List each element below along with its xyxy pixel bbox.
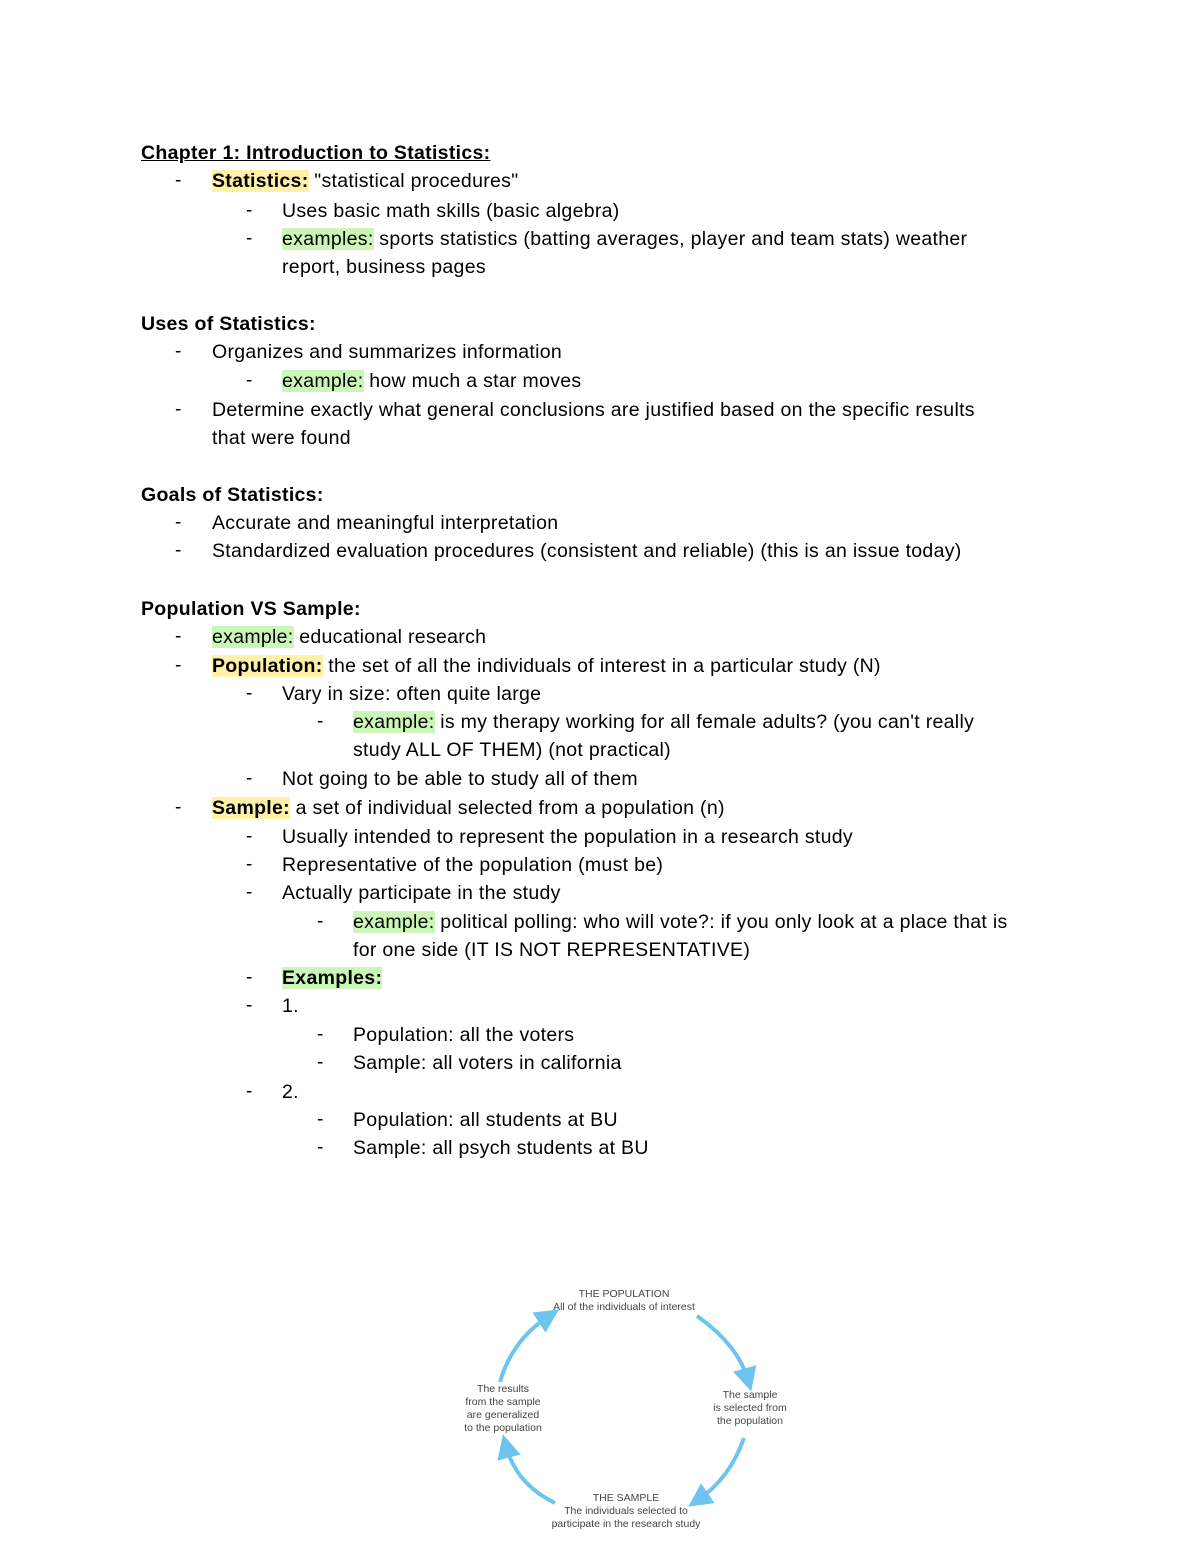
highlighted-term: Population: xyxy=(212,655,323,677)
label-line: is selected from xyxy=(713,1402,787,1414)
highlighted-term: example: xyxy=(212,626,294,648)
text-run: 2. xyxy=(282,1081,299,1103)
sample-desc: participate in the research study xyxy=(551,1518,701,1530)
text-run: Representative of the population (must be) xyxy=(282,854,664,876)
label-line: are generalized xyxy=(466,1409,540,1421)
text-run: Chapter 1: Introduction to Statistics: xyxy=(141,142,491,164)
text-run: Goals of Statistics: xyxy=(141,484,324,506)
list-item xyxy=(212,625,486,649)
arrow-to-population xyxy=(500,1316,549,1382)
highlighted-term: example: xyxy=(353,911,435,933)
text-run: Sample: all psych students at BU xyxy=(353,1137,649,1159)
list-item xyxy=(353,710,974,734)
diagram-population xyxy=(553,1288,695,1314)
text-run: Sample: all voters in california xyxy=(353,1052,622,1074)
sample-title: THE SAMPLE xyxy=(592,1492,660,1504)
population-desc: All of the individuals of interest xyxy=(553,1301,695,1313)
text-run: "statistical procedures" xyxy=(308,170,519,192)
list-item xyxy=(353,1023,574,1047)
bullet-dash: - xyxy=(175,170,182,191)
list-item xyxy=(282,825,853,849)
bullet-dash: - xyxy=(246,967,253,988)
text-run: is my therapy working for all female adults? (you can't really xyxy=(434,711,975,733)
text-run: Uses basic math skills (basic algebra) xyxy=(282,200,620,222)
text-run: Vary in size: often quite large xyxy=(282,683,542,705)
text-run: how much a star moves xyxy=(363,370,582,392)
list-item xyxy=(282,853,663,877)
text-run: Population VS Sample: xyxy=(141,598,361,620)
bullet-dash: - xyxy=(175,512,182,533)
highlighted-term: Statistics: xyxy=(212,170,309,192)
bullet-dash: - xyxy=(246,826,253,847)
highlighted-term: example: xyxy=(353,711,435,733)
section-heading xyxy=(141,483,324,507)
bullet-dash: - xyxy=(175,797,182,818)
text-run: Usually intended to represent the population in a research study xyxy=(282,826,853,848)
population-title: THE POPULATION xyxy=(578,1288,670,1300)
bullet-dash: - xyxy=(246,370,253,391)
label-line: to the population xyxy=(464,1422,542,1434)
text-run: Population: all students at BU xyxy=(353,1109,618,1131)
text-run: educational research xyxy=(293,626,487,648)
bullet-dash: - xyxy=(246,683,253,704)
label-line: The results xyxy=(477,1383,529,1395)
text-run: the set of all the individuals of interest in a particular study (N) xyxy=(322,655,881,677)
text-run: Determine exactly what general conclusions are justified based on the specific results xyxy=(212,399,975,421)
section-heading xyxy=(141,312,316,336)
sample-desc: The individuals selected to xyxy=(564,1505,688,1517)
bullet-dash: - xyxy=(317,1109,324,1130)
bullet-dash: - xyxy=(246,1081,253,1102)
text-run: Accurate and meaningful interpretation xyxy=(212,512,559,534)
text-run: for one side (IT IS NOT REPRESENTATIVE) xyxy=(353,939,751,961)
list-item xyxy=(282,369,581,393)
text-run: 1. xyxy=(282,995,299,1017)
list-item xyxy=(212,398,975,422)
text-run: Uses of Statistics: xyxy=(141,313,316,335)
list-item xyxy=(212,539,962,563)
bullet-dash: - xyxy=(317,1024,324,1045)
list-item xyxy=(212,654,881,678)
list-item xyxy=(282,255,486,279)
bullet-dash: - xyxy=(246,882,253,903)
label-line: the population xyxy=(717,1415,783,1427)
highlighted-term: Sample: xyxy=(212,797,290,819)
text-run: Organizes and summarizes information xyxy=(212,341,563,363)
diagram-left-label xyxy=(464,1383,542,1435)
bullet-dash: - xyxy=(317,911,324,932)
list-item xyxy=(282,1080,299,1104)
highlighted-term: Examples: xyxy=(282,967,383,989)
bullet-dash: - xyxy=(246,228,253,249)
label-line: The sample xyxy=(722,1389,778,1401)
text-run: a set of individual selected from a population (n) xyxy=(289,797,725,819)
text-run: Not going to be able to study all of them xyxy=(282,768,638,790)
list-item xyxy=(212,169,518,193)
arrow-to-sample xyxy=(698,1438,744,1500)
list-item xyxy=(212,426,351,450)
arrow-to-results xyxy=(506,1446,555,1503)
list-item xyxy=(353,1136,649,1160)
text-run: Standardized evaluation procedures (consistent and reliable) (this is an issue today) xyxy=(212,540,962,562)
text-run: study ALL OF THEM) (not practical) xyxy=(353,739,671,761)
list-item xyxy=(282,881,561,905)
bullet-dash: - xyxy=(317,1137,324,1158)
list-item xyxy=(282,227,967,251)
text-run: that were found xyxy=(212,427,351,449)
highlighted-term: example: xyxy=(282,370,364,392)
label-line: from the sample xyxy=(465,1396,541,1408)
list-item xyxy=(353,1108,618,1132)
text-run: political polling: who will vote?: if you only look at a place that is xyxy=(434,911,1008,933)
text-run: sports statistics (batting averages, player and team stats) weather xyxy=(373,228,968,250)
bullet-dash: - xyxy=(175,341,182,362)
list-item xyxy=(282,767,638,791)
bullet-dash: - xyxy=(246,854,253,875)
highlighted-term: examples: xyxy=(282,228,374,250)
bullet-dash: - xyxy=(175,655,182,676)
bullet-dash: - xyxy=(246,200,253,221)
list-item xyxy=(282,966,382,990)
list-item xyxy=(212,511,558,535)
text-run: Actually participate in the study xyxy=(282,882,561,904)
text-run: report, business pages xyxy=(282,256,486,278)
bullet-dash: - xyxy=(175,399,182,420)
list-item xyxy=(353,738,671,762)
list-item xyxy=(353,910,1008,934)
list-item xyxy=(282,994,299,1018)
diagram-right-label xyxy=(713,1389,787,1428)
bullet-dash: - xyxy=(175,540,182,561)
list-item xyxy=(282,199,620,223)
text-run: Population: all the voters xyxy=(353,1024,575,1046)
list-item xyxy=(353,938,750,962)
section-heading xyxy=(141,141,490,165)
bullet-dash: - xyxy=(246,995,253,1016)
list-item xyxy=(212,340,562,364)
bullet-dash: - xyxy=(246,768,253,789)
bullet-dash: - xyxy=(317,711,324,732)
arrow-population-to-sample-label xyxy=(697,1316,748,1380)
bullet-dash: - xyxy=(317,1052,324,1073)
list-item xyxy=(282,682,541,706)
bullet-dash: - xyxy=(175,626,182,647)
diagram-sample xyxy=(552,1492,701,1531)
section-heading xyxy=(141,597,361,621)
list-item xyxy=(212,796,725,820)
list-item xyxy=(353,1051,622,1075)
